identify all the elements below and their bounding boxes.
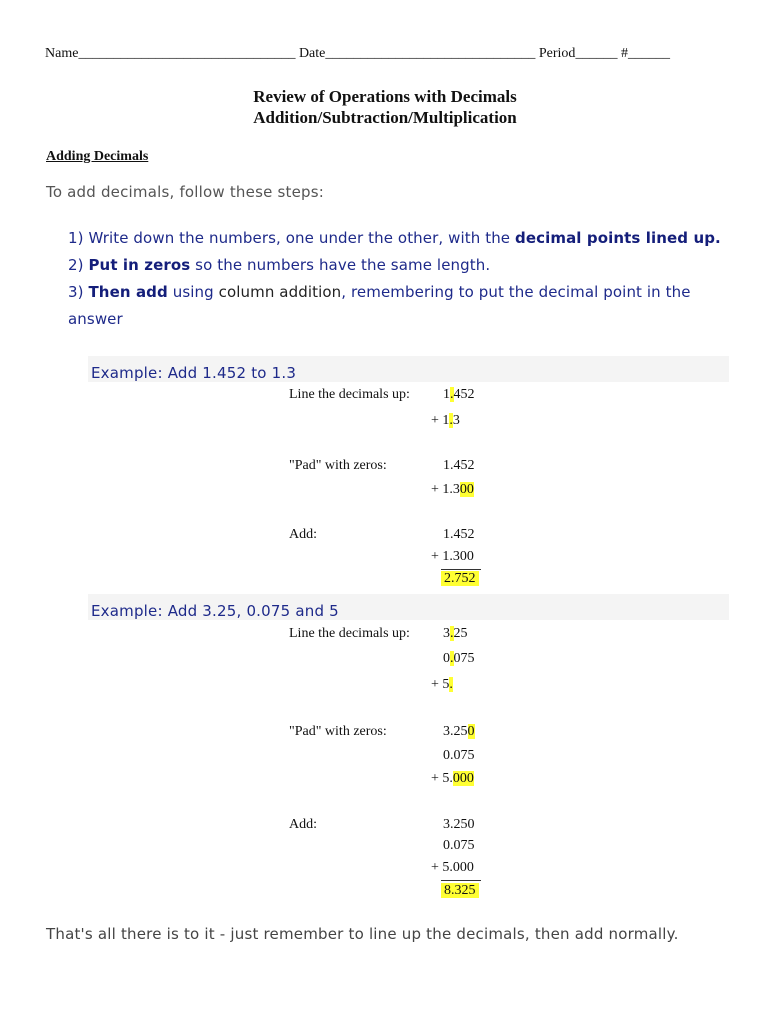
example-1-lineup-label: Line the decimals up: <box>289 387 410 402</box>
period-label: Period <box>538 46 576 61</box>
example-2-add-label: Add: <box>289 817 317 832</box>
decimal-point-highlight: . <box>450 387 454 402</box>
example-2-title: Example: Add 3.25, 0.075 and 5 <box>91 602 339 620</box>
step-3-continuation: answer <box>68 310 123 328</box>
example-1-pad-row-1: 1.452 <box>443 458 475 473</box>
digits: 5 <box>442 677 450 692</box>
example-2-lineup-row-2 <box>443 651 475 667</box>
example-1-lineup-row-2 <box>431 413 460 429</box>
plus-sign: + <box>431 413 443 428</box>
example-2-pad-row-2: 0.075 <box>443 748 475 763</box>
example-2-add-row-1: 3.250 <box>443 817 475 832</box>
digits: + 1.3 <box>431 482 460 497</box>
example-1-add-row-2: + 1.300 <box>431 549 474 564</box>
example-2-pad-row-1 <box>443 724 475 740</box>
example-1-sum-line <box>441 569 481 570</box>
padded-zeros-highlight: 00 <box>459 482 474 497</box>
example-2-lineup-row-1 <box>443 626 468 642</box>
digits: 3 <box>452 413 460 428</box>
intro-text: To add decimals, follow these steps: <box>46 183 324 201</box>
number-label: # <box>620 46 628 61</box>
digits: + 5. <box>431 771 453 786</box>
digits: 1 <box>442 413 450 428</box>
padded-zeros-highlight: 0 <box>467 724 475 739</box>
decimal-point-highlight: . <box>450 626 454 641</box>
step-3-mid3: , remembering to put the decimal point in the <box>341 283 691 301</box>
step-1-text: 1) Write down the numbers, one under the other, with the <box>68 229 515 247</box>
header-line <box>45 46 670 62</box>
digits: 3 <box>443 626 450 641</box>
digits: 25 <box>453 626 468 641</box>
number-blank[interactable]: ______ <box>627 46 670 61</box>
example-2-pad-row-3 <box>431 771 474 787</box>
padded-zeros-highlight: 000 <box>452 771 474 786</box>
name-blank[interactable]: _______________________________ <box>78 46 296 61</box>
example-2-lineup-row-3 <box>431 677 453 693</box>
example-1-pad-row-2 <box>431 482 474 498</box>
title-line-2: Addition/Subtraction/Multiplication <box>253 108 517 127</box>
example-1-add-label: Add: <box>289 527 317 542</box>
title-line-1: Review of Operations with Decimals <box>253 87 517 106</box>
example-1-add-row-1: 1.452 <box>443 527 475 542</box>
step-2-bold: Put in zeros <box>88 256 191 274</box>
decimal-point-highlight: . <box>449 677 453 692</box>
digits: 452 <box>453 387 475 402</box>
example-2-pad-label: "Pad" with zeros: <box>289 724 387 739</box>
step-2-suffix: so the numbers have the same length. <box>190 256 491 274</box>
example-1-title: Example: Add 1.452 to 1.3 <box>91 364 297 382</box>
step-1-bold: decimal points lined up. <box>515 229 721 247</box>
step-2 <box>68 256 490 274</box>
digits: 3.25 <box>443 724 468 739</box>
example-2-add-row-3: + 5.000 <box>431 860 474 875</box>
example-2-sum <box>441 883 479 899</box>
example-2-sum-line <box>441 880 481 881</box>
digits: 0 <box>443 651 450 666</box>
decimal-point-highlight: . <box>450 651 454 666</box>
closing-text: That's all there is to it - just remember to line up the decimals, then add normally. <box>46 925 679 943</box>
step-3-mid1: using <box>167 283 219 301</box>
sum-highlight: 8.325 <box>441 883 479 898</box>
step-3 <box>68 283 691 301</box>
example-1-sum <box>441 571 479 587</box>
digits: 075 <box>453 651 475 666</box>
step-3-bold: Then add <box>88 283 168 301</box>
sum-highlight: 2.752 <box>441 571 479 586</box>
name-label: Name <box>45 46 79 61</box>
decimal-point-highlight: . <box>449 413 453 428</box>
date-label: Date <box>298 46 326 61</box>
step-1 <box>68 229 721 247</box>
step-3-prefix: 3) <box>68 283 89 301</box>
section-heading: Adding Decimals <box>46 149 149 164</box>
example-2-add-row-2: 0.075 <box>443 838 475 853</box>
period-blank[interactable]: ______ <box>575 46 618 61</box>
step-2-prefix: 2) <box>68 256 89 274</box>
step-3-mid2: column addition <box>218 283 342 301</box>
example-1-lineup-row-1 <box>443 387 475 403</box>
digits: 1 <box>443 387 450 402</box>
example-1-pad-label: "Pad" with zeros: <box>289 458 387 473</box>
date-blank[interactable]: ______________________________ <box>325 46 536 61</box>
plus-sign: + <box>431 677 443 692</box>
example-2-lineup-label: Line the decimals up: <box>289 626 410 641</box>
